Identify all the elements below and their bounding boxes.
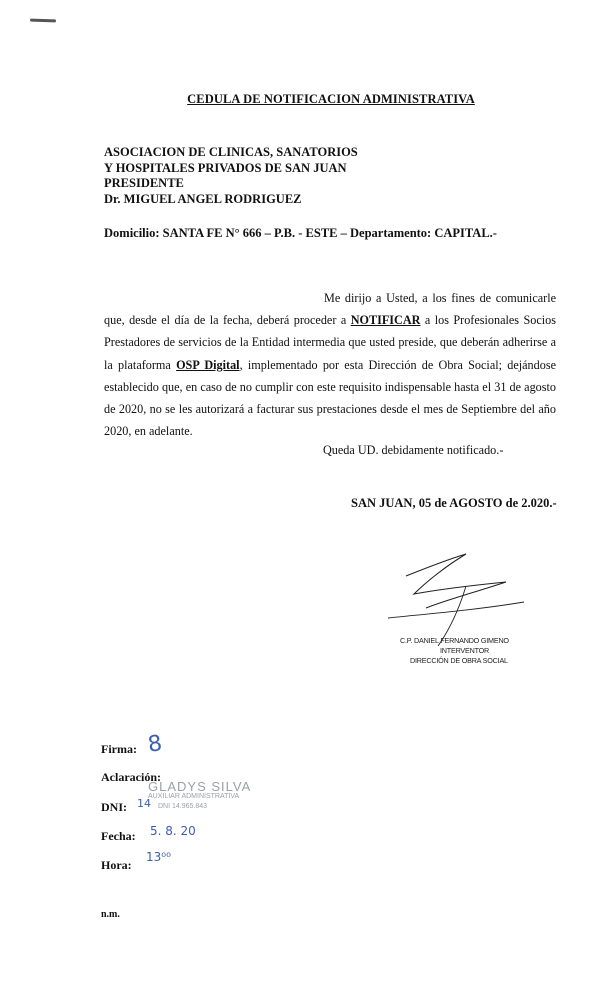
firma-label: Firma: xyxy=(101,742,137,756)
platform-name: OSP Digital xyxy=(176,357,240,372)
date-line: SAN JUAN, 05 de AGOSTO de 2.020.- xyxy=(351,496,557,510)
dni-label: DNI: xyxy=(101,800,127,814)
receiver-dni: DNI 14.965.843 xyxy=(158,803,208,810)
notificar-emphasis: NOTIFICAR xyxy=(350,313,421,328)
hora-handwritten: 13⁰⁰ xyxy=(146,850,171,864)
domicilio-line: Domicilio: SANTA FE N° 666 – P.B. - ESTE – Departamento: CAPITAL.- xyxy=(104,226,497,240)
hora-label: Hora: xyxy=(101,858,132,872)
fecha-label: Fecha: xyxy=(101,829,136,843)
addressee-line: ASOCIACION DE CLINICAS, SANATORIOS xyxy=(104,145,358,159)
body-text-part2: a los Profesionales Socios Prestadores de servicios de la Entidad intermedia que usted preside, que deberán adherirse a la plataforma xyxy=(104,313,556,372)
receiver-name: GLADYS SILVA xyxy=(148,779,252,794)
signature-image xyxy=(386,546,536,646)
addressee-line: Dr. MIGUEL ANGEL RODRIGUEZ xyxy=(104,191,302,206)
body-text-part1: Me dirijo a Usted, a los fines de comunicarle que, desde el día de la fecha, deberá proceder a xyxy=(104,291,556,328)
signatory-role: INTERVENTOR xyxy=(440,646,490,655)
receiver-role: AUXILIAR ADMINISTRATIVA xyxy=(148,793,240,800)
fecha-handwritten: 5. 8. 20 xyxy=(150,824,196,838)
signatory-office: DIRECCIÓN DE OBRA SOCIAL xyxy=(410,656,508,665)
footer-initials: n.m. xyxy=(101,909,120,920)
signatory-name: C.P. DANIEL FERNANDO GIMENO xyxy=(400,636,509,645)
scan-mark xyxy=(30,19,56,23)
aclaracion-label: Aclaración: xyxy=(101,770,161,784)
receiver-stamp xyxy=(148,779,252,812)
notification-body xyxy=(104,287,556,442)
document-title: CEDULA DE NOTIFICACION ADMINISTRATIVA xyxy=(187,92,475,106)
body-text-part3: , implementado por esta Dirección de Obra Social; dejándose establecido que, en caso de no cumplir con este requisito indispensable hasta el 31 de agosto de 2020, no se les autorizará a facturar sus prestaciones desde el mes de Septiembre del año 2020, en adelante. xyxy=(104,357,556,439)
firma-handwritten-mark: 8 xyxy=(146,731,164,758)
signatory-stamp xyxy=(398,636,528,666)
addressee-block xyxy=(104,145,358,207)
dni-handwritten: 14 xyxy=(137,797,151,810)
addressee-line: PRESIDENTE xyxy=(104,176,184,190)
closing-line: Queda UD. debidamente notificado.- xyxy=(323,443,504,457)
addressee-line: Y HOSPITALES PRIVADOS DE SAN JUAN xyxy=(104,160,347,175)
